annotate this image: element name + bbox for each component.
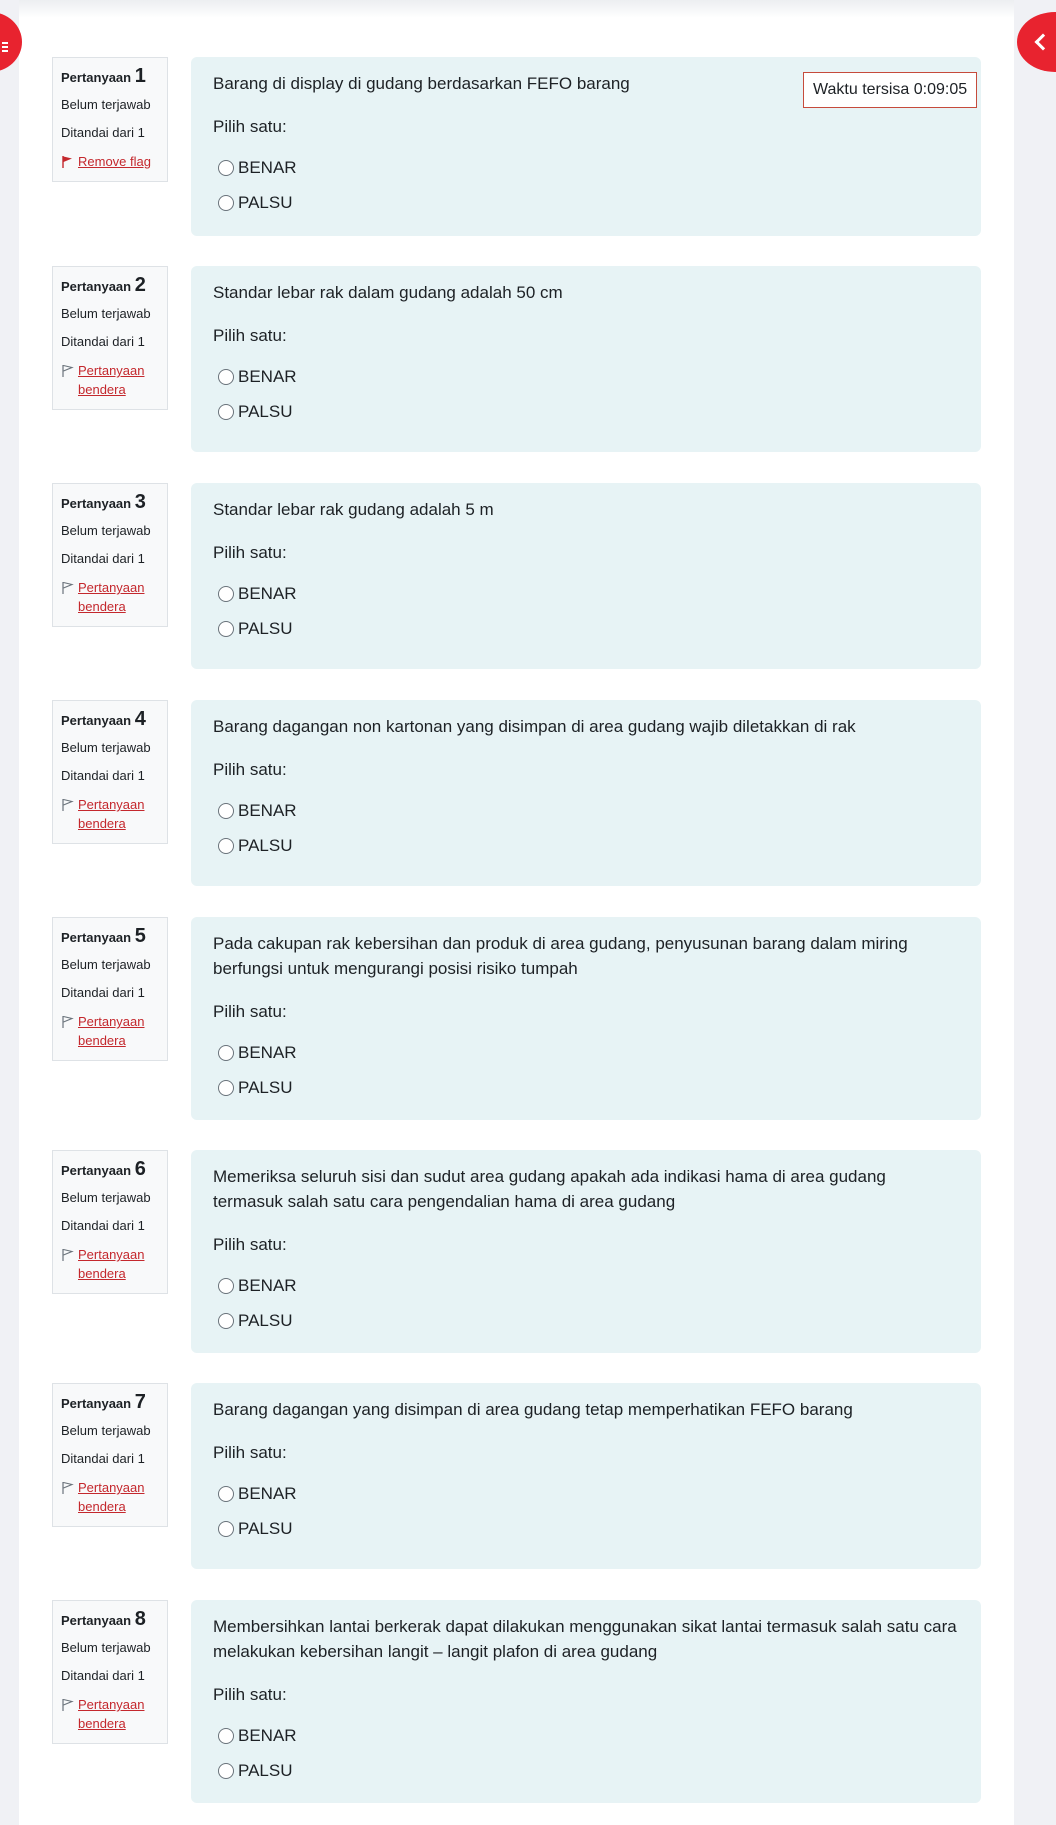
answer-prompt: Pilih satu: bbox=[213, 1685, 287, 1704]
question-word: Pertanyaan bbox=[61, 930, 132, 945]
answer-label: BENAR bbox=[238, 1042, 297, 1062]
question-content bbox=[191, 1600, 981, 1803]
question-title bbox=[61, 492, 159, 514]
answer-prompt: Pilih satu: bbox=[213, 760, 287, 779]
timer-value: 0:09:05 bbox=[913, 81, 968, 98]
question-title bbox=[61, 926, 159, 948]
question-info bbox=[52, 1383, 168, 1527]
flag-question-link[interactable] bbox=[61, 1245, 159, 1283]
answer-prompt: Pilih satu: bbox=[213, 1443, 287, 1462]
flag-label[interactable]: Remove flag bbox=[78, 154, 151, 169]
answer-option-palsu[interactable] bbox=[213, 1753, 959, 1788]
radio-button[interactable] bbox=[218, 621, 234, 637]
question-word: Pertanyaan bbox=[61, 70, 132, 85]
answer-option-benar[interactable] bbox=[213, 1268, 959, 1303]
radio-button[interactable] bbox=[218, 160, 234, 176]
question-state: Belum terjawab bbox=[61, 740, 151, 755]
answer-prompt: Pilih satu: bbox=[213, 326, 287, 345]
flag-icon bbox=[61, 1015, 74, 1029]
answer-option-benar[interactable] bbox=[213, 793, 959, 828]
question-text: Barang dagangan non kartonan yang disimpan di area gudang wajib diletakkan di rak bbox=[213, 717, 856, 736]
answer-option-benar[interactable] bbox=[213, 150, 959, 185]
flag-question-link[interactable] bbox=[61, 1012, 159, 1050]
answer-option-palsu[interactable] bbox=[213, 611, 959, 646]
question-title bbox=[61, 1392, 159, 1414]
open-quiz-navigation-button[interactable] bbox=[1017, 12, 1056, 72]
answer-label: PALSU bbox=[238, 835, 293, 855]
timer bbox=[803, 72, 977, 108]
timer-label: Waktu tersisa bbox=[813, 81, 910, 98]
quiz-page bbox=[19, 0, 1014, 1825]
question-number: 7 bbox=[134, 1391, 146, 1413]
question-number: 6 bbox=[134, 1158, 146, 1180]
question-state: Belum terjawab bbox=[61, 1423, 151, 1438]
question-word: Pertanyaan bbox=[61, 1613, 132, 1628]
radio-button[interactable] bbox=[218, 1486, 234, 1502]
question-grade: Ditandai dari 1 bbox=[61, 1451, 145, 1466]
question-grade: Ditandai dari 1 bbox=[61, 1668, 145, 1683]
flag-label[interactable]: Pertanyaan bendera bbox=[78, 1697, 145, 1731]
answer-label: BENAR bbox=[238, 583, 297, 603]
question-word: Pertanyaan bbox=[61, 496, 132, 511]
question-word: Pertanyaan bbox=[61, 1163, 132, 1178]
answer-options bbox=[213, 150, 959, 220]
flag-label[interactable]: Pertanyaan bendera bbox=[78, 1014, 145, 1048]
flag-icon bbox=[61, 1481, 74, 1495]
radio-button[interactable] bbox=[218, 369, 234, 385]
top-shadow bbox=[19, 0, 1014, 18]
question-info bbox=[52, 917, 168, 1061]
question-grade: Ditandai dari 1 bbox=[61, 985, 145, 1000]
menu-icon bbox=[2, 42, 8, 52]
answer-option-benar[interactable] bbox=[213, 576, 959, 611]
question-grade: Ditandai dari 1 bbox=[61, 334, 145, 349]
answer-option-benar[interactable] bbox=[213, 359, 959, 394]
question-info bbox=[52, 483, 168, 627]
question-word: Pertanyaan bbox=[61, 1396, 132, 1411]
question-word: Pertanyaan bbox=[61, 279, 132, 294]
answer-option-palsu[interactable] bbox=[213, 185, 959, 220]
question-word: Pertanyaan bbox=[61, 713, 132, 728]
question-content bbox=[191, 1150, 981, 1353]
flag-icon bbox=[61, 1698, 74, 1712]
question-state: Belum terjawab bbox=[61, 1640, 151, 1655]
flag-label[interactable]: Pertanyaan bendera bbox=[78, 1247, 145, 1281]
answer-options bbox=[213, 576, 959, 646]
question-state: Belum terjawab bbox=[61, 957, 151, 972]
flag-label[interactable]: Pertanyaan bendera bbox=[78, 797, 145, 831]
answer-label: PALSU bbox=[238, 1310, 293, 1330]
radio-button[interactable] bbox=[218, 1278, 234, 1294]
flag-label[interactable]: Pertanyaan bendera bbox=[78, 363, 145, 397]
question-content bbox=[191, 700, 981, 886]
answer-options bbox=[213, 1476, 959, 1546]
answer-option-palsu[interactable] bbox=[213, 1511, 959, 1546]
question-title bbox=[61, 1609, 159, 1631]
question-state: Belum terjawab bbox=[61, 306, 151, 321]
radio-button[interactable] bbox=[218, 404, 234, 420]
answer-label: BENAR bbox=[238, 1483, 297, 1503]
question-number: 1 bbox=[134, 65, 146, 87]
answer-option-palsu[interactable] bbox=[213, 1070, 959, 1105]
question-info bbox=[52, 1150, 168, 1294]
flag-icon bbox=[61, 364, 74, 378]
question-state: Belum terjawab bbox=[61, 97, 151, 112]
question-content bbox=[191, 917, 981, 1120]
answer-option-palsu[interactable] bbox=[213, 1303, 959, 1338]
question-text: Pada cakupan rak kebersihan dan produk di area gudang, penyusunan barang dalam miring berfungsi untuk mengurangi posisi risiko tumpah bbox=[213, 934, 908, 978]
question-grade: Ditandai dari 1 bbox=[61, 1218, 145, 1233]
question-state: Belum terjawab bbox=[61, 523, 151, 538]
radio-button[interactable] bbox=[218, 1521, 234, 1537]
question-text: Barang dagangan yang disimpan di area gudang tetap memperhatikan FEFO barang bbox=[213, 1400, 853, 1419]
question-text: Memeriksa seluruh sisi dan sudut area gudang apakah ada indikasi hama di area gudang termasuk salah satu cara pengendalian hama di area gudang bbox=[213, 1167, 886, 1211]
answer-options bbox=[213, 1035, 959, 1105]
answer-prompt: Pilih satu: bbox=[213, 1002, 287, 1021]
question-content bbox=[191, 1383, 981, 1569]
answer-prompt: Pilih satu: bbox=[213, 117, 287, 136]
flag-icon bbox=[61, 155, 74, 169]
question-text: Standar lebar rak dalam gudang adalah 50 cm bbox=[213, 283, 563, 302]
question-content bbox=[191, 266, 981, 452]
question-grade: Ditandai dari 1 bbox=[61, 768, 145, 783]
flag-question-link[interactable] bbox=[61, 795, 159, 833]
question-number: 2 bbox=[134, 274, 146, 296]
answer-label: PALSU bbox=[238, 192, 293, 212]
question-grade: Ditandai dari 1 bbox=[61, 125, 145, 140]
radio-button[interactable] bbox=[218, 838, 234, 854]
flag-question-link[interactable] bbox=[61, 361, 159, 399]
answer-options bbox=[213, 793, 959, 863]
question-grade: Ditandai dari 1 bbox=[61, 551, 145, 566]
question-title bbox=[61, 275, 159, 297]
flag-icon bbox=[61, 581, 74, 595]
answer-label: BENAR bbox=[238, 800, 297, 820]
question-text: Barang di display di gudang berdasarkan FEFO barang bbox=[213, 74, 630, 93]
answer-options bbox=[213, 1718, 959, 1788]
question-text: Membersihkan lantai berkerak dapat dilakukan menggunakan sikat lantai termasuk salah satu cara melakukan kebersihan langit – langit plafon di area gudang bbox=[213, 1617, 957, 1661]
radio-button[interactable] bbox=[218, 1763, 234, 1779]
chevron-left-icon bbox=[1035, 34, 1052, 51]
flag-question-link[interactable] bbox=[61, 152, 159, 171]
question-state: Belum terjawab bbox=[61, 1190, 151, 1205]
question-info bbox=[52, 57, 168, 182]
question-content bbox=[191, 483, 981, 669]
answer-option-benar[interactable] bbox=[213, 1718, 959, 1753]
flag-label[interactable]: Pertanyaan bendera bbox=[78, 1480, 145, 1514]
answer-option-palsu[interactable] bbox=[213, 394, 959, 429]
question-title bbox=[61, 1159, 159, 1181]
answer-option-benar[interactable] bbox=[213, 1476, 959, 1511]
radio-button[interactable] bbox=[218, 1080, 234, 1096]
answer-label: BENAR bbox=[238, 1725, 297, 1745]
flag-icon bbox=[61, 798, 74, 812]
answer-label: PALSU bbox=[238, 1760, 293, 1780]
answer-label: PALSU bbox=[238, 1518, 293, 1538]
radio-button[interactable] bbox=[218, 803, 234, 819]
answer-label: BENAR bbox=[238, 157, 297, 177]
flag-icon bbox=[61, 1248, 74, 1262]
answer-label: PALSU bbox=[238, 401, 293, 421]
question-info bbox=[52, 700, 168, 844]
question-info bbox=[52, 266, 168, 410]
radio-button[interactable] bbox=[218, 1728, 234, 1744]
answer-prompt: Pilih satu: bbox=[213, 543, 287, 562]
answer-label: PALSU bbox=[238, 1077, 293, 1097]
radio-button[interactable] bbox=[218, 586, 234, 602]
question-title bbox=[61, 709, 159, 731]
answer-option-palsu[interactable] bbox=[213, 828, 959, 863]
answer-option-benar[interactable] bbox=[213, 1035, 959, 1070]
flag-question-link[interactable] bbox=[61, 578, 159, 616]
answer-options bbox=[213, 359, 959, 429]
question-text: Standar lebar rak gudang adalah 5 m bbox=[213, 500, 494, 519]
answer-prompt: Pilih satu: bbox=[213, 1235, 287, 1254]
question-info bbox=[52, 1600, 168, 1744]
flag-question-link[interactable] bbox=[61, 1478, 159, 1516]
radio-button[interactable] bbox=[218, 195, 234, 211]
flag-question-link[interactable] bbox=[61, 1695, 159, 1733]
answer-label: BENAR bbox=[238, 366, 297, 386]
question-number: 3 bbox=[134, 491, 146, 513]
radio-button[interactable] bbox=[218, 1313, 234, 1329]
answer-options bbox=[213, 1268, 959, 1338]
question-number: 8 bbox=[134, 1608, 146, 1630]
answer-label: BENAR bbox=[238, 1275, 297, 1295]
flag-label[interactable]: Pertanyaan bendera bbox=[78, 580, 145, 614]
answer-label: PALSU bbox=[238, 618, 293, 638]
question-title bbox=[61, 66, 159, 88]
question-number: 4 bbox=[134, 708, 146, 730]
radio-button[interactable] bbox=[218, 1045, 234, 1061]
question-number: 5 bbox=[134, 925, 146, 947]
